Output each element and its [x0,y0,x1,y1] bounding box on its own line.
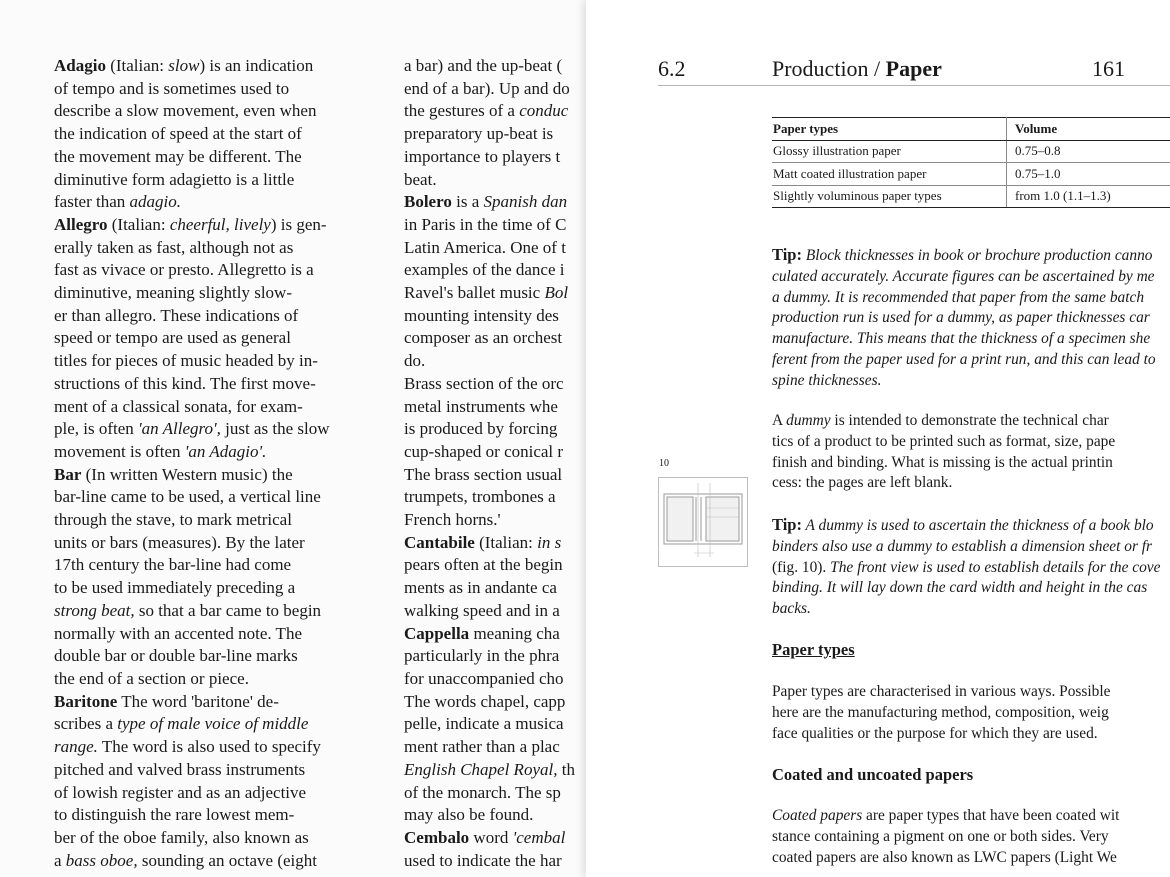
text-line [404,55,586,78]
text-line [404,282,586,305]
text-run: in Paris in the time of C [404,214,567,234]
text-run: speed or tempo are used as general [54,328,291,348]
text-line [54,259,374,282]
text-line [404,214,586,237]
text-run: the indication of speed at the start of [54,124,302,144]
text-run: (Italian: [107,214,170,234]
tip-label: Tip: [772,515,802,534]
text-run: ple, is often [54,419,139,439]
text-run: faster than [54,192,130,212]
table-cell: 0.75–1.0 [1007,163,1170,186]
text-line [54,373,374,396]
text-run: dummy [786,412,831,429]
text-run: A dummy is used to ascertain the thickness of a book blo [801,517,1154,534]
text-run: ) is gen- [270,214,327,234]
text-run: strong beat, [54,600,135,620]
text-line [404,305,586,328]
text-line [54,191,374,214]
text-run: bar-line came to be used, a vertical line [54,487,321,507]
tip-line: ferent from the paper used for a print run, and this can lead to [772,350,1156,368]
table-cell: 0.75–0.8 [1007,140,1170,163]
text-run: sounding an octave (eight [137,850,317,870]
text-run: The words chapel, capp [404,691,566,711]
text-line [772,827,1170,848]
text-run: the end of a section or piece. [54,668,249,688]
text-run: normally with an accented note. The [54,623,302,643]
tip-line: a dummy. It is recommended that paper from the same batch [772,288,1145,306]
dummy-paragraph [772,411,1170,494]
dummy-diagram-figure [658,477,748,567]
paper-types-heading-wrap [772,640,1170,661]
text-run: ment of a classical sonata, for exam- [54,396,303,416]
text-line [54,577,374,600]
text-run: 17th century the bar-line had come [54,555,292,575]
tip-line: production run is used for a dummy, as paper thicknesses car [772,309,1150,327]
text-line [404,804,586,827]
text-run: fast as vivace or presto. Allegretto is a [54,260,314,280]
text-line [54,169,374,192]
text-line [54,305,374,328]
text-line [54,441,374,464]
text-line [54,668,374,691]
text-run: cess: the pages are left blank. [772,474,953,492]
table-row [772,163,1170,186]
tip-line: culated accurately. Accurate figures can be ascertained by me [772,267,1155,285]
text-line [404,623,586,646]
text-line [54,78,374,101]
text-run: pears often at the begin [404,555,563,575]
text-run: 'an Allegro', [138,419,221,439]
table-header-row [772,118,1170,141]
text-line [54,55,374,78]
text-run: so that a bar came to begin [134,600,322,620]
text-line [54,645,374,668]
text-run: French horns.' [404,510,501,530]
text-line [54,850,374,873]
text-run: finish and binding. What is missing is the actual printin [772,453,1113,471]
glossary-term: Allegro [54,214,108,234]
tip-line: spine thicknesses. [772,371,882,389]
text-line [404,554,586,577]
text-run: Brass section of the orc [404,373,564,393]
text-line [54,146,374,169]
text-run: structions of this kind. The first move- [54,373,316,393]
text-line [404,850,586,873]
text-run: do. [404,351,426,371]
text-line [54,804,374,827]
text-run: double bar or double bar-line marks [54,646,298,666]
text-line [54,396,374,419]
text-line [54,713,374,736]
text-line [54,282,374,305]
glossary-term: Baritone [54,691,118,711]
coated-heading-wrap [772,765,1170,786]
glossary-term: Cappella [404,623,470,643]
text-run: slow [168,56,200,75]
text-run: ber of the oboe family, also known as [54,827,309,847]
text-run: (In written Western music) the [81,464,293,484]
table-header-paper-types: Paper types [772,118,1007,141]
text-run: walking speed and in a [404,600,560,620]
text-run: cup-shaped or conical r [404,441,564,461]
text-line [54,100,374,123]
text-run: Spanish dan [483,192,568,212]
text-run: ments as in andante ca [404,578,557,598]
tip-line [772,515,1170,537]
text-line [54,509,374,532]
header-rule [658,85,1170,86]
tip-line [772,537,1170,558]
text-run: metal instruments whe [404,396,558,416]
glossary-term: Bolero [404,192,452,212]
text-line [404,350,586,373]
text-run: erally taken as fast, although not as [54,237,294,257]
text-run: (Italian: [105,56,169,75]
text-line [54,418,374,441]
text-line [772,453,1170,474]
text-run: trumpets, trombones a [404,487,556,507]
text-run: composer as an orchest [404,328,563,348]
text-run: conduc [519,101,569,121]
text-line [404,123,586,146]
text-run: (fig. 10). [772,558,831,576]
text-run: particularly in the phra [404,646,560,666]
text-run: pitched and valved brass instruments [54,759,306,779]
text-run: pelle, indicate a musica [404,714,564,734]
text-run: meaning cha [469,623,560,643]
text-run: The word 'baritone' de- [117,691,279,711]
text-line [772,411,1170,432]
text-run: adagio. [129,192,182,212]
text-line [404,577,586,600]
text-run: 'cembal [512,827,566,847]
text-run: bass oboe, [65,850,138,870]
text-run: to distinguish the rare lowest mem- [54,805,295,825]
running-title-bold: Paper [885,56,942,81]
text-run: ment rather than a plac [404,737,560,757]
text-run: examples of the dance i [404,260,565,280]
text-run: English Chapel Royal, [404,759,558,779]
text-run: binders also use a dummy to establish a dimension sheet or fr [772,537,1153,555]
text-run: Ravel's ballet music [404,283,545,303]
glossary-column-1 [54,55,374,872]
text-run: is a [451,192,484,212]
text-line [404,691,586,714]
tip-line [772,578,1170,599]
text-run: to be used immediately preceding a [54,578,296,598]
text-run: binding. It will lay down the card width and height in the cas [772,579,1148,597]
text-run: for unaccompanied cho [404,668,564,688]
text-line [404,782,586,805]
text-line [54,827,374,850]
tip-line [772,599,1170,620]
figure-number: 10 [659,458,669,469]
glossary-term: Adagio [54,56,106,75]
text-run: Bol [544,283,569,303]
text-line [404,146,586,169]
text-line [772,432,1170,453]
text-line [404,736,586,759]
text-line [54,486,374,509]
text-run: the movement may be different. The [54,146,302,166]
text-run: ) is an indication [199,56,314,75]
text-run: through the stave, to mark metrical [54,510,292,530]
text-run: cheerful, lively [169,214,271,234]
text-run: A [772,412,787,429]
table-header-volume: Volume [1007,118,1170,141]
paper-types-paragraph [772,682,1170,744]
tip-label: Tip: [772,245,802,264]
text-run: 'an Adagio'. [184,441,267,461]
text-run: th [557,759,575,779]
glossary-term: Cantabile [404,532,475,552]
text-run: of lowish register and as an adjective [54,782,307,802]
text-run: just as the slow [220,419,330,439]
text-line [54,327,374,350]
text-line [404,509,586,532]
tip-block-1 [772,245,1170,392]
text-run: the gestures of a [404,101,520,121]
text-line [54,623,374,646]
section-number: 6.2 [658,56,686,81]
table-cell: Matt coated illustration paper [772,163,1007,186]
text-line [404,100,586,123]
text-line [54,691,374,714]
glossary-term: Cembalo [404,827,470,847]
text-line [772,473,1170,494]
section-heading-paper-types: Paper types [772,640,855,659]
text-line [54,237,374,260]
text-run: describe a slow movement, even when [54,101,317,121]
text-run: backs. [772,600,811,618]
text-run: The word is also used to specify [97,737,321,757]
text-run: word [469,827,513,847]
table-cell: Glossy illustration paper [772,140,1007,163]
text-line [54,782,374,805]
text-run: movement is often [54,441,185,461]
text-run: are paper types that have been coated wit [862,807,1120,824]
text-line [54,600,374,623]
text-run: units or bars (measures). By the later [54,532,305,552]
text-run: The front view is used to establish details for the cove [830,558,1161,576]
text-run: er than allegro. These indications of [54,305,299,325]
text-run: diminutive, meaning slightly slow- [54,283,292,303]
text-run: (Italian: [474,532,538,552]
glossary-column-2 [404,55,586,872]
text-line [404,486,586,509]
text-line [54,554,374,577]
text-line [54,736,374,759]
text-line [404,441,586,464]
text-run: end of a bar). Up and do [404,78,570,98]
text-line [404,713,586,736]
tip-line: manufacture. This means that the thickness of a specimen she [772,330,1151,348]
page-number: 161 [1092,56,1125,81]
text-line [54,464,374,487]
paragraph-line: Paper types are characterised in various ways. Possible [772,683,1111,700]
text-line [404,191,586,214]
text-run: is intended to demonstrate the technical char [830,412,1109,429]
text-run: of the monarch. The sp [404,782,561,802]
text-run: stance containing a pigment on one or both sides. Very [772,827,1109,845]
text-run: mounting intensity des [404,305,559,325]
text-line [404,645,586,668]
text-run: type of male voice of middle [117,714,309,734]
paper-volume-table [772,117,1170,208]
text-run: Latin America. One of t [404,237,566,257]
text-line [54,759,374,782]
text-line [404,259,586,282]
text-run: in s [537,532,562,552]
table-row [772,185,1170,208]
text-line [404,418,586,441]
text-line [404,668,586,691]
text-line [404,78,586,101]
text-run: tics of a product to be printed such as format, size, pape [772,432,1116,450]
text-line [404,169,586,192]
text-run: titles for pieces of music headed by in- [54,351,318,371]
text-run: preparatory up-beat is [404,124,554,144]
table-cell: Slightly voluminous paper types [772,185,1007,208]
text-line [54,123,374,146]
text-line [404,827,586,850]
text-line [54,532,374,555]
text-line [772,848,1170,869]
glossary-term: Bar [54,464,82,484]
text-line [54,350,374,373]
text-run: diminutive form adagietto is a little [54,169,295,189]
tip-block-2 [772,515,1170,620]
text-run: beat. [404,169,437,189]
text-run: The brass section usual [404,464,563,484]
text-run: of tempo and is sometimes used to [54,78,290,98]
table-cell: from 1.0 (1.1–1.3) [1007,185,1170,208]
text-run: is produced by forcing [404,419,558,439]
tip-line [772,558,1170,579]
text-run: scribes a [54,714,118,734]
table-row [772,140,1170,163]
paragraph-line: here are the manufacturing method, composition, weig [772,703,1109,721]
text-line [404,600,586,623]
coated-paragraph [772,806,1170,868]
text-run: may also be found. [404,805,534,825]
text-line [404,396,586,419]
text-line [404,237,586,260]
text-run: used to indicate the har [404,850,562,870]
text-run: a bar) and the up-beat ( [404,56,563,75]
text-run: range. [54,737,98,757]
text-line [404,464,586,487]
text-run: a [54,850,66,870]
text-run: coated papers are also known as LWC papers (Light We [772,848,1117,866]
text-line [404,373,586,396]
text-line [772,806,1170,827]
tip-line: Tip: Block thicknesses in book or brochure production canno [772,245,1153,264]
subheading-coated-uncoated: Coated and uncoated papers [772,765,974,784]
running-title-prefix: Production / [772,56,886,81]
text-line [404,532,586,555]
right-page [586,0,1170,877]
text-run: Coated papers [772,807,863,824]
running-title [772,56,942,82]
paragraph-line: face qualities or the purpose for which they are used. [772,724,1098,742]
text-line [54,214,374,237]
text-run: importance to players t [404,146,561,166]
text-line [404,327,586,350]
text-line [404,759,586,782]
